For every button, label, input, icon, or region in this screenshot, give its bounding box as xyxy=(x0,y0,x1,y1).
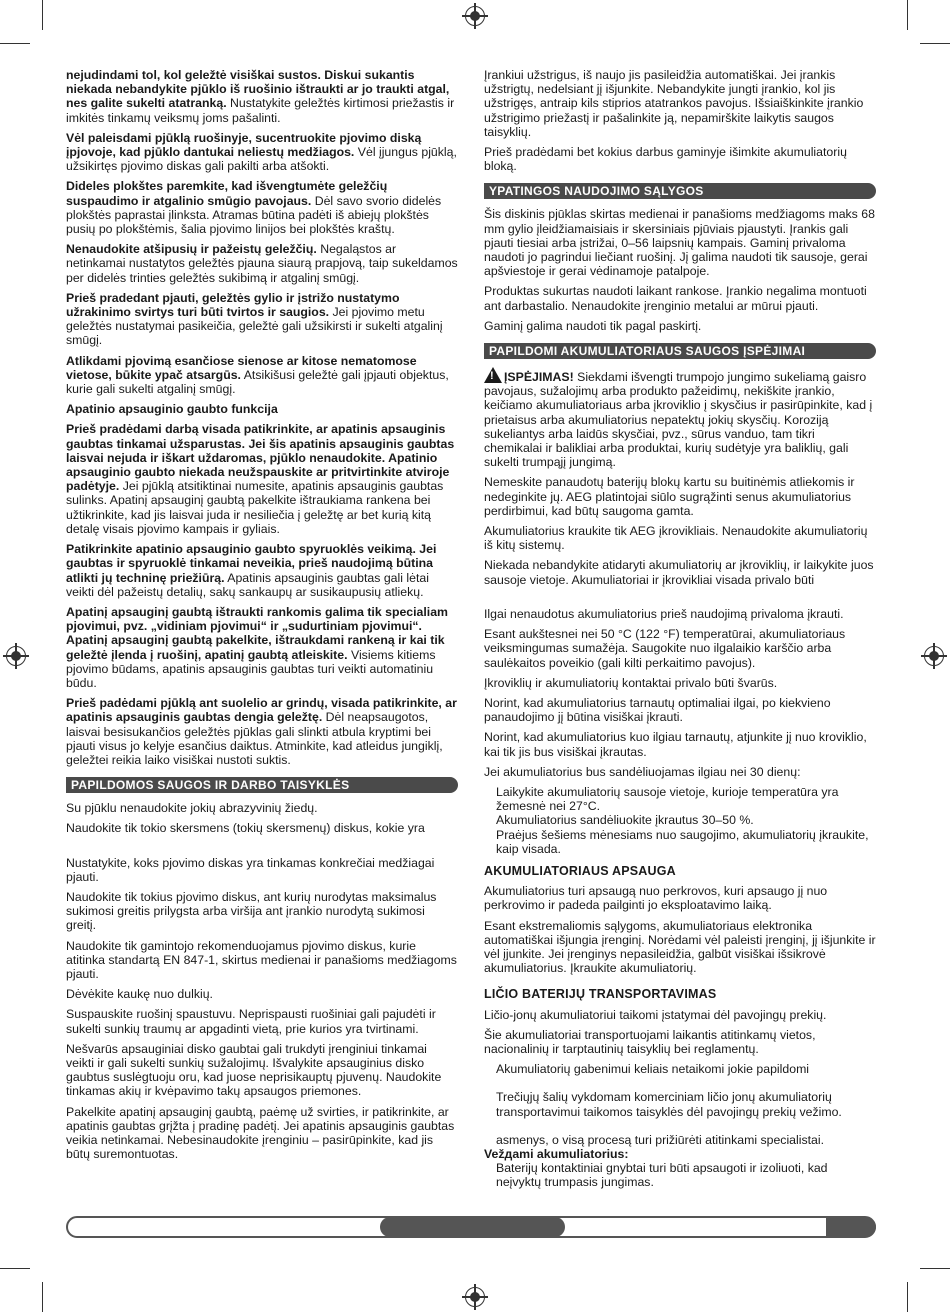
paragraph: Su pjūklu nenaudokite jokių abrazyvinių žiedų. xyxy=(66,801,318,816)
crop-mark xyxy=(42,0,43,30)
paragraph: Produktas sukurtas naudoti laikant rankose. Įrankio negalima montuoti ant darbastalio. Nenaudokite įrenginio metalui ar mūrui pjauti. xyxy=(484,284,867,313)
registration-mark-icon xyxy=(6,646,26,666)
section-heading: YPATINGOS NAUDOJIMO SĄLYGOS xyxy=(484,183,876,199)
paragraph: Įkroviklių ir akumuliatorių kontaktai privalo būti švarūs. xyxy=(484,675,778,690)
subheading: Vežдami akumuliatorius: xyxy=(484,1146,629,1161)
blank-gap xyxy=(484,587,876,607)
section-heading: PAPILDOMI AKUMULIATORIAUS SAUGOS ĮSPĖJIMAI xyxy=(484,343,876,359)
list-item: Laikykite akumuliatorių sausoje vietoje, kurioje temperatūra yra žemesnė nei 27°C. xyxy=(496,784,839,814)
paragraph: Prieš pradėdami bet kokius darbus gaminyje išimkite akumuliatorių bloką. xyxy=(484,145,847,174)
paragraph: Nustatykite, koks pjovimo diskas yra tinkamas konkrečiai medžiagai pjauti. xyxy=(66,855,435,884)
paragraph: Akumuliatorius kraukite tik AEG įkrovikliais. Nenaudokite akumuliatorių iš kitų sistemų. xyxy=(484,524,868,553)
paragraph: Vėl paleisdami pjūklą ruošinyje, sucentruokite pjovimo diską įpjovoje, kad pjūklo dantukai neliestų medžiagos. Vėl įjungus pjūklą, užsikirtęs pjovimo diskas gali pakilti arba atšokti. xyxy=(66,130,457,174)
crop-mark xyxy=(907,1282,908,1312)
section-heading: LIČIO BATERIJŲ TRANSPORTAVIMAS xyxy=(484,987,717,1002)
paragraph: Patikrinkite apatinio apsauginio gaubto spyruoklės veikimą. Jei gaubtas ir spyruoklė tinkamai neveikia, prieš naudojimą būtina atlikti jų techninę priežiūrą. Apatinis apsauginis gaubtas gali lėtai veikti dėl pažeistų detalių, sakų sankaupų ar susikaupusių atliekų. xyxy=(66,542,437,599)
blank-gap xyxy=(66,836,458,856)
section-heading: PAPILDOMOS SAUGOS IR DARBO TAISYKLĖS xyxy=(66,777,458,793)
paragraph: Atlikdami pjovimą esančiose sienose ar kitose nematomose vietose, būkite ypač atsargūs. Atsikišusi geležtė gali įpjauti objektus, kurie gali sukelti atgalinį smūgį. xyxy=(66,353,449,397)
crop-mark xyxy=(920,43,950,44)
crop-mark xyxy=(0,43,30,44)
list-item: Praėjus šešiems mėnesiams nuo saugojimo, akumuliatorių įkraukite, kaip visada. xyxy=(496,827,869,856)
registration-mark-icon xyxy=(924,646,944,666)
paragraph: Pakelkite apatinį apsauginį gaubtą, paėmę už svirties, ir patikrinkite, ar apatinis gaubtas grįžta į pradinę padėtį. Jei apatinis apsauginis gaubtas veikia netinkamai. Nebesinaudokite įrenginiu – pasirūpinkite, kad jis būtų suremontuotas. xyxy=(66,1104,455,1162)
paragraph: Apatinį apsauginį gaubtą ištraukti rankomis galima tik specialiam pjovimui, pvz. „vidiniam pjovimui“ ir „sudurtiniam pjovimui“. Apatinį apsauginį gaubtą pakelkite, ištraukdami rankeną ir kai tik geležtė įlenda į ruošinį, apatinį gaubtą atleiskite. Visiems kitiems pjovimo būdams, apatinis apsauginis gaubtas turi veikti automatiniu būdu. xyxy=(66,604,448,690)
footer-bar-segment xyxy=(380,1217,565,1237)
paragraph: Dideles plokštes paremkite, kad išvengtumėte geležčių suspaudimo ir atgalinio smūgio pavojaus. Dėl savo svorio didelės plokštės paprastai įlinksta. Atramas būtina padėti iš abiejų plokštės pusių po plokštėmis, šalia pjovimo linijos bei plokštės kraštų. xyxy=(66,179,442,237)
section-heading: AKUMULIATORIAUS APSAUGA xyxy=(484,863,676,878)
registration-mark-icon xyxy=(465,6,485,26)
blank-gap xyxy=(484,1119,876,1133)
paragraph: Įrankiui užstrigus, iš naujo jis pasileidžia automatiškai. Jei įrankis užstrigtų, nedelsiant jį išjunkite. Nebandykite jungti įrankio, kol jis užstrigęs, antraip kils stiprios atatrankos pavojus. Išsiaiškinkite įrankio užstrigimo priežastį ir pašalinkite ją, nepamirškite laikytis saugos taisyklių. xyxy=(484,68,864,139)
paragraph: Esant aukštesnei nei 50 °C (122 °F) temperatūrai, akumuliatoriaus veiksmingumas sumažėja. Saugokite nuo ilgalaikio karščio arba saulėkaitos poveikio (gali kilti perkaitimo pavojus). xyxy=(484,627,846,670)
paragraph: Gaminį galima naudoti tik pagal paskirtį. xyxy=(484,318,702,333)
list-item: Akumuliatorius sandėliuokite įkrautus 30–50 %. xyxy=(496,813,754,828)
paragraph: Naudokite tik tokio skersmens (tokių skersmenų) diskus, kokie yra xyxy=(66,821,425,836)
registration-mark-icon xyxy=(465,1287,485,1307)
paragraph: Nemeskite panaudotų baterijų blokų kartu su buitinėmis atliekomis ir nedeginkite jų. AEG platintojai siūlo sugrąžinti senus akumuliatorius perdirbimui, kad būtų saugoma gamta. xyxy=(484,475,855,518)
paragraph: Nešvarūs apsauginiai disko gaubtai gali trukdyti įrenginiui tinkamai veikti ir gali sukelti sunkių sužalojimų. Išvalykite apsauginius disko gaubtus suslėgtuoju oru, kad juose neprisikauptų pjuvenų. Naudokite tinkamas akių ir kvėpavimo takų apsaugos priemones. xyxy=(66,1041,442,1099)
paragraph: Šis diskinis pjūklas skirtas medienai ir panašioms medžiagoms maks 68 mm gylio įleidžiamaisiais ir skersiniais pjūviais pjaustyti. Įrankis gali pjauti tiesiai arba įstrižai, 0–56 laipsnių kampais. Gaminį privaloma naudoti jo pagrindui liečiant ruošinį. Jį galima naudoti tik sausoje, gerai apšviestoje ir gerai vėdinamoje patalpoje. xyxy=(484,207,875,279)
warning-triangle-icon xyxy=(484,367,502,383)
list-item: asmenys, o visą procesą turi prižiūrėti atitinkami specialistai. xyxy=(496,1132,825,1147)
footer-bar-segment xyxy=(826,1217,876,1237)
paragraph: Šie akumuliatoriai transportuojami laikantis atitinkamų vietos, nacionalinių ir tarptautinių taisyklių bei reglamentų. xyxy=(484,1027,816,1056)
blank-gap xyxy=(484,1076,876,1090)
paragraph: Niekada nebandykite atidaryti akumuliatorių ar įkroviklių, ir laikykite juos sausoje vietoje. Akumuliatoriai ir įkrovikliai visada privalo būti xyxy=(484,558,874,587)
paragraph: Prieš padėdami pjūklą ant suolelio ar grindų, visada patikrinkite, ar apatinis apsauginis gaubtas dengia geležtę. Dėl neapsaugotos, laisvai besisukančios geležtės pjūklas gali slinkti atbula kryptimi bei pjauti visus jo kelyje esančius daiktus. Atminkite, kad atleidus jungiklį, geležtei reikia laiko visiškai nustoti suktis. xyxy=(66,696,457,767)
paragraph: Dėvėkite kaukę nuo dulkių. xyxy=(66,987,213,1002)
paragraph: nejudindami tol, kol geležtė visiškai sustos. Diskui sukantis niekada nebandykite pjūklo iš ruošinio ištraukti ar jo traukti atgal, nes galite sukelti atatranką. Nustatykite geležtės kirtimosi priežastis ir imkitės tinkamų veiksmų joms pašalinti. xyxy=(66,68,455,125)
list-item: Trečiųjų šalių vykdomam komerciniam ličio jonų akumuliatorių transportavimui taikomos taisyklės dėl pavojingų prekių vežimo. xyxy=(496,1090,842,1119)
paragraph: Prieš pradėdami darbą visada patikrinkite, ar apatinis apsauginis gaubtas tinkamai užsparustas. Jei šis apatinis apsauginis gaubtas laisvai nejuda ir iškart uždaromas, pjūklo nenaudokite. Apatinio apsauginio gaubto niekada neužspauskite ar pritvirtinkite atviroje padėtyje. Jei pjūklą atsitiktinai numesite, apatinis apsauginis gaubtas sulinks. Apatinį apsauginį gaubtą pakelkite ištraukiama rankena bei užtikrinkite, kad jis laisvai juda ir nesiliečia į geležtę ar bet kurią kitą detalę visais pjovimo kampais ir gyliais. xyxy=(66,422,455,536)
subheading: Apatinio apsauginio gaubto funkcija xyxy=(66,402,278,417)
paragraph: Norint, kad akumuliatorius tarnautų optimaliai ilgai, po kiekvieno panaudojimo jį būtina visiškai įkrauti. xyxy=(484,695,831,725)
paragraph: Jei akumuliatorius bus sandėliuojamas ilgiau nei 30 dienų: xyxy=(484,764,801,779)
left-column xyxy=(66,68,458,1167)
paragraph: Naudokite tik tokius pjovimo diskus, ant kurių nurodytas maksimalus sukimosi greitis prilygsta arba viršija ant įrankio nurodytą sukimosi greitį. xyxy=(66,889,437,933)
paragraph: Ilgai nenaudotus akumuliatorius prieš naudojimą privaloma įkrauti. xyxy=(484,606,844,621)
paragraph: Akumuliatorius turi apsaugą nuo perkrovos, kuri apsaugo jį nuo perkrovimo ir padeda pailginti jo eksploatavimo laiką. xyxy=(484,884,828,913)
list-item: Akumuliatorių gabenimui keliais netaikomi jokie papildomi xyxy=(496,1062,810,1077)
paragraph: Norint, kad akumuliatorius kuo ilgiau tarnautų, atjunkite jį nuo kroviklio, kai tik jis bus visiškai įkrautas. xyxy=(484,730,867,759)
list-item: Baterijų kontaktiniai gnybtai turi būti apsaugoti ir izoliuoti, kad neįvyktų trumpasis jungimas. xyxy=(496,1161,828,1190)
crop-mark xyxy=(920,1268,950,1269)
crop-mark xyxy=(0,1268,30,1269)
paragraph: Suspauskite ruošinį spaustuvu. Neprispausti ruošiniai gali pajudėti ir sukelti sunkių traumų ar apgadinti vietą, prie kurios yra tvirtinami. xyxy=(66,1007,436,1036)
crop-mark xyxy=(42,1282,43,1312)
paragraph: Prieš pradedant pjauti, geležtės gylio ir įstrižo nustatymo užrakinimo svirtys turi būti tvirtos ir saugios. Jei pjovimo metu geležtės nustatymai pasikeičia, geležtė gali užsikirsti ir sukelti atgalinį smūgį. xyxy=(66,290,443,348)
paragraph: Nenaudokite atšipusių ir pažeistų geležčių. Negaląstos ar netinkamai nustatytos geležtės pjauna siaurą prapjovą, taip sukeldamos per didelės trinties geležtės sukibimą ir atgalinį smūgį. xyxy=(66,242,458,285)
paragraph: Ličio-jonų akumuliatoriui taikomi įstatymai dėl pavojingų prekių. xyxy=(484,1007,827,1022)
crop-mark xyxy=(907,0,908,30)
warning-paragraph: !ĮSPĖJIMAS! Siekdami išvengti trumpojo jungimo sukeliamą gaisro pavojaus, sužalojimų arba produkto pažeidimų, nekiškite įrankio, keičiamo akumuliatoriaus arba įkroviklio į skysčius ir pasirūpinkite, kad į prietaisus arba akumuliatorius nepatektų jokių skysčių. Koroziją sukeliantys arba laidūs skysčiai, pvz., sūrus vanduo, tam tikri chemikalai ir balikliai arba produktai, kurių sudėtyje yra baliklių, gali sukelti trumpąjį jungimą. xyxy=(484,367,876,469)
right-column xyxy=(484,68,876,1196)
paragraph: Naudokite tik gamintojo rekomenduojamus pjovimo diskus, kurie atitinka standartą EN 847-1, skirtus medienai ir panašioms medžiagoms pjauti. xyxy=(66,938,457,981)
paragraph: Esant ekstremaliomis sąlygoms, akumuliatoriaus elektronika automatiškai išjungia įrenginį. Norėdami vėl paleisti įrenginį, jį išjunkite ir vėl įjunkite. Jei įrenginys nepasileidžia, galbūt visiškai išsikrovė akumuliatorius. Įkraukite akumuliatorių. xyxy=(484,918,876,976)
